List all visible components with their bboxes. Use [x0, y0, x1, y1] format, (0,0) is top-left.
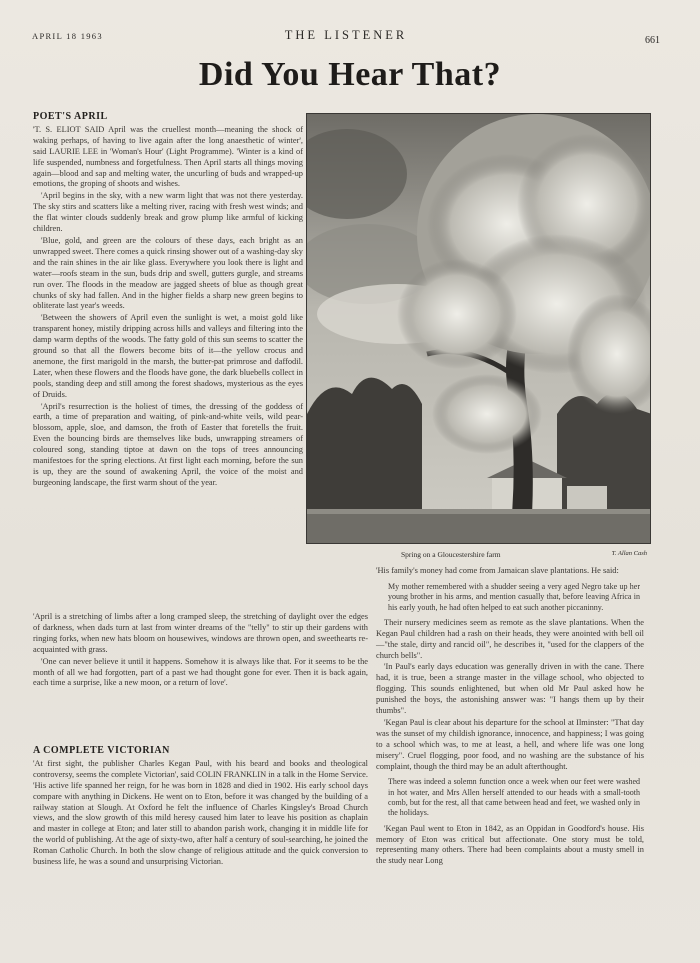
- photo-caption-bar: [306, 550, 651, 562]
- article-paragraph: 'In Paul's early days education was generally driven in with the cane. There had, it is true, been a strange master in the village school, who objected to flogging. This sounds enlightened, but when old Mr Paul asked how he punished the boys, the astonishing answer was: "I hangs them up by their thumbs".: [376, 662, 644, 716]
- article-paragraph: 'April begins in the sky, with a new warm light that was not there yesterday. The sky stirs and scatters like a melting river, racing with fresh west winds; and the flat winter clouds suddenly break and grow plump like armful of kicking children.: [33, 191, 303, 234]
- article-paragraph: 'Kegan Paul went to Eton in 1842, as an Oppidan in Goodford's house. His memory of Eton was critical but affectionate. One story must be told, representing many others. There had been complaints about a musty smell in the study near Long: [376, 823, 644, 866]
- photo-credit: T. Allan Cash: [611, 550, 647, 557]
- blossom-tree-illustration: [307, 114, 651, 544]
- article-paragraph: 'April's resurrection is the holiest of times, the dressing of the goddess of earth, a time of preparation and waiting, of pink-and-white veils, wild pear-blossom, apple, sloe, and damson, the froth of Easter that foretells the fruit. Even the bouncing birds are themselves like buds, unwrapping streamers of coloured song, standing tiptoe at dawn on the tops of trees announcing manifestoes for the spring elections. At first light each morning, before the sun is up, they are the sound of awakening April, the voice of the moist and burgeoning landscape, the first warm shout of the year.: [33, 401, 303, 487]
- article-paragraph: 'Blue, gold, and green are the colours of these days, each bright as an unwrapped sweet. There comes a quick rinsing shower out of a washing-day sky and the rain shines in the air like glass. Everywhere you look there is light and water—roofs steam in the sun, buds drip and swell, gutters gurgle, and streams run over. The floods in the meadow are jagged sheets of blue as though great chunks of sky had fallen. And in the higher fields a sharp new green begins to obliterate last year's weeds.: [33, 235, 303, 311]
- article-paragraph: 'Between the showers of April even the sunlight is wet, a moist gold like transparent honey, mistily dripping across hills and valleys and filtering into the damp warm depths of the woods. The fatty gold of this sun seems to scatter the ground so that all the flowers become bits of it—the yellow crocus and anemone, the first marigold in the marsh, the butter-pat primrose and daffodil. Later, when these flowers and the floods have gone, the dark bluebells collect in pools, standing deep and still among the forest shadows, mysterious as the eyes of Druids.: [33, 313, 303, 399]
- section-heading-poets-april: POET'S APRIL: [33, 111, 108, 122]
- photo-caption: Spring on a Gloucestershire farm: [401, 550, 501, 559]
- spring-farm-photo: [306, 113, 651, 544]
- article-paragraph: 'April is a stretching of limbs after a long cramped sleep, the stretching of daylight over the edges of darkness, when dads turn at last from winter dreams of the "telly" to stir up their gardens with ringing forks, when new hats bloom on housewives, windows are thrown open, and sweethearts re-acquainted with grass.: [33, 612, 368, 654]
- block-quote: My mother remembered with a shudder seeing a very aged Negro take up her young brother in his arms, and mention casually that, before leaving Africa in his early youth, he had often helped to eat such another piccaninny.: [388, 581, 640, 612]
- article-poets-april-end: [33, 612, 368, 690]
- article-paragraph: 'His family's money had come from Jamaican slave plantations. He said:: [376, 566, 619, 575]
- article-complete-victorian: [33, 746, 368, 869]
- issue-date: APRIL 18 1963: [32, 31, 103, 41]
- article-paragraph: 'At first sight, the publisher Charles Kegan Paul, with his beard and books and theological controversy, seems the complete Victorian', said COLIN FRANKLIN in a talk in the Home Service. 'His active life spanned her reign, for he was born in 1828 and died in 1902. His early school days compare with anything in Dickens. He went on to Eton, before it was changed by the building of a railway station at Slough. At Oxford he felt the influence of Charles Kingsley's Broad Church views, and the slow growth of this mild heresy caused him later to leave his position as chaplain and master in college at Eton; and later still to abandon parish work, changing it in middle life for the world of publishing. At the age of sixty-two, after half a century of soul-searching, he joined the Roman Catholic Church. In both the slow change of religious attitude and the quick conversion to business life, he was a sound and unsurprising Victorian.: [33, 758, 368, 867]
- article-paragraph: 'Kegan Paul is clear about his departure for the school at Ilminster: "That day was the sunset of my childish ignorance, innocence, and happiness; I was going to a school which was, to me at least, a hell, and where life was one long misery". Cruel flogging, poor food, and no washing are the substance of his complaint, though the third may be an adult afterthought.: [376, 717, 644, 771]
- article-complete-victorian-continued: [376, 566, 644, 868]
- block-quote: There was indeed a solemn function once a week when our feet were washed in hot water, and Mrs Allen herself attended to our heads with a small-tooth comb, but for the rest, all that came between head and feet, we washed only in the holidays.: [388, 777, 640, 818]
- publication-title: THE LISTENER: [284, 28, 408, 42]
- running-head: [32, 26, 660, 44]
- page-number: 661: [645, 35, 660, 46]
- article-paragraph: 'T. S. ELIOT SAID April was the cruellest month—meaning the shock of waking perhaps, of having to live again after the long anaesthetic of winter', said LAURIE LEE in 'Woman's Hour' (Light Programme). 'Winter is a kind of life suspended, numbness and forgetfulness. Then April starts all things moving again—blood and sap and melting water, the uncurling of buds and wrapped-up emotions, the groping of shoots and wishes.: [33, 124, 303, 189]
- article-paragraph: 'One can never believe it until it happens. Somehow it is always like that. For it seems to be the month of all we had forgotten, part of a past we had thought gone for ever. Then it is back again, each time a surprise, like a new moon, or a return of love'.: [33, 656, 368, 688]
- page-headline: Did You Hear That?: [198, 56, 502, 93]
- article-paragraph: Their nursery medicines seem as remote as the slave plantations. When the Kegan Paul children had a rash on their heads, they were anointed with bell oil—"the stale, dirty and rancid oil", he describes it, "used for the clappers of the church bells".: [376, 617, 644, 660]
- article-poets-april: [33, 112, 303, 490]
- section-heading-complete-victorian: A COMPLETE VICTORIAN: [33, 745, 170, 756]
